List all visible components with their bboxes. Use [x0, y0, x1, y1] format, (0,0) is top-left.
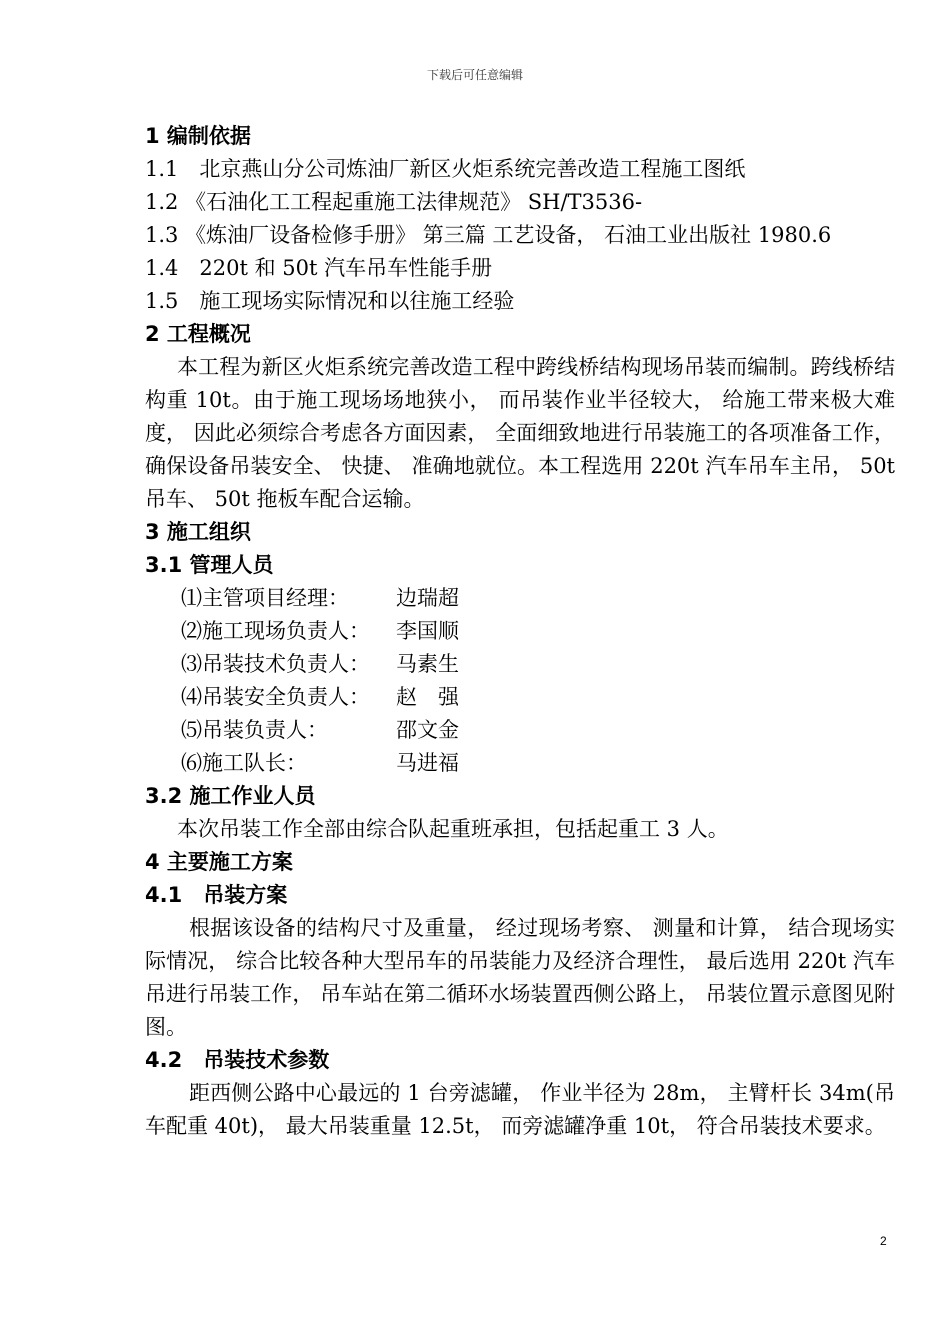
- section-3-1-title: 3.1 管理人员: [145, 553, 274, 577]
- staff-role: ⑹施工队长：: [181, 751, 307, 775]
- section-3-title: 3 施工组织: [145, 520, 251, 544]
- section-1-title: 1 编制依据: [145, 124, 251, 148]
- staff-name: 赵 强: [396, 685, 459, 709]
- section-4-1-title: 4.1 吊装方案: [145, 883, 288, 907]
- section-1-item-3: 1.3 《炼油厂设备检修手册》 第三篇 工艺设备， 石油工业出版社 1980.6: [145, 223, 832, 247]
- section-4-1-paragraph: 根据该设备的结构尺寸及重量， 经过现场考察、 测量和计算， 结合现场实际情况， 综合比较各种大型吊车的吊装能力及经济合理性， 最后选用 220t 汽车吊进行吊装工作， 吊车站在第二循环水场装置西侧公路上， 吊装位置示意图见附图。: [145, 916, 895, 1039]
- staff-row: [145, 747, 895, 780]
- document-body: [145, 120, 895, 1143]
- staff-row: [145, 648, 895, 681]
- section-2-title: 2 工程概况: [145, 322, 251, 346]
- section-1-item-1: 1.1 北京燕山分公司炼油厂新区火炬系统完善改造工程施工图纸: [145, 157, 746, 181]
- staff-row: [145, 681, 895, 714]
- section-1-item-4: 1.4 220t 和 50t 汽车吊车性能手册: [145, 256, 493, 280]
- section-4-title: 4 主要施工方案: [145, 850, 293, 874]
- staff-name: 李国顺: [396, 619, 459, 643]
- staff-name: 边瑞超: [396, 586, 459, 610]
- section-1-item-2: 1.2 《石油化工工程起重施工法律规范》 SH/T3536-: [145, 190, 643, 214]
- staff-row: [145, 615, 895, 648]
- section-1-item-5: 1.5 施工现场实际情况和以往施工经验: [145, 289, 515, 313]
- section-3-2-title: 3.2 施工作业人员: [145, 784, 316, 808]
- section-2-paragraph: 本工程为新区火炬系统完善改造工程中跨线桥结构现场吊装而编制。跨线桥结构重 10t。由于施工现场场地狭小， 而吊装作业半径较大， 给施工带来极大难度， 因此必须综合考虑各方面因素， 全面细致地进行吊装施工的各项准备工作， 确保设备吊装安全、 快捷、 准确地就位。本工程选用 220t 汽车吊车主吊， 50t 吊车、 50t 拖板车配合运输。: [145, 355, 895, 511]
- section-4-2-title: 4.2 吊装技术参数: [145, 1048, 330, 1072]
- section-4-2-paragraph: 距西侧公路中心最远的 1 台旁滤罐， 作业半径为 28m， 主臂杆长 34m(吊车配重 40t)， 最大吊装重量 12.5t， 而旁滤罐净重 10t， 符合吊装技术要求。: [145, 1081, 895, 1138]
- page-number: 2: [880, 1234, 887, 1248]
- staff-row: [145, 714, 895, 747]
- staff-name: 马素生: [396, 652, 459, 676]
- section-3-2-paragraph: 本次吊装工作全部由综合队起重班承担，包括起重工 3 人。: [177, 817, 729, 841]
- staff-row: [145, 582, 895, 615]
- staff-name: 马进福: [396, 751, 459, 775]
- staff-name: 邵文金: [396, 718, 459, 742]
- staff-role: ⑶吊装技术负责人：: [181, 652, 370, 676]
- staff-role: ⑷吊装安全负责人：: [181, 685, 370, 709]
- staff-role: ⑸吊装负责人：: [181, 718, 328, 742]
- staff-role: ⑵施工现场负责人：: [181, 619, 370, 643]
- staff-role: ⑴主管项目经理：: [181, 586, 349, 610]
- page-header: 下载后可任意编辑: [426, 68, 523, 82]
